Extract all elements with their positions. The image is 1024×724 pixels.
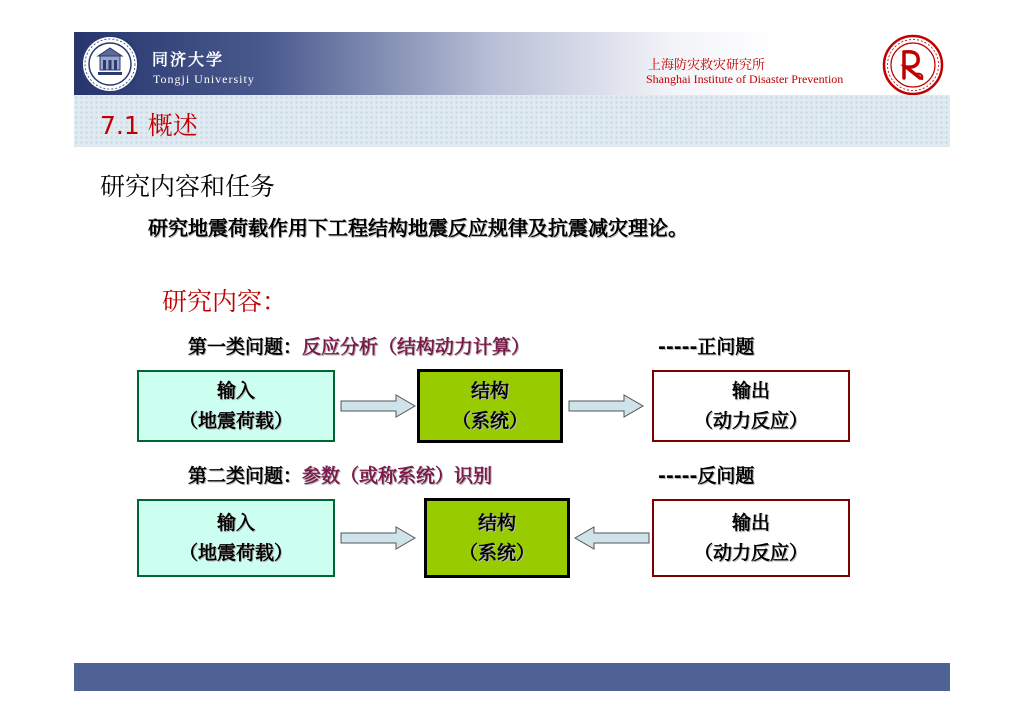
flow-2-output-line1: 输出 (731, 512, 770, 534)
title-band (74, 95, 950, 147)
problem-1-label (188, 332, 530, 359)
flow-2-system-box (424, 498, 570, 578)
problem-2-label (188, 461, 492, 488)
flow-1-system-line1: 结构 (470, 380, 509, 402)
flow-2-input-box (137, 499, 335, 577)
section-heading: 研究内容和任务 (100, 172, 276, 201)
flow-1-input-line1: 输入 (216, 380, 255, 402)
flow-1-arrow-right-icon (340, 394, 416, 418)
flow-1-input-line2: （地震荷载） (178, 410, 293, 432)
flow-2-output-line2: （动力反应） (693, 542, 808, 564)
flow-1-system-line2: （系统） (451, 410, 528, 432)
flow-2-arrow-left-icon (574, 526, 650, 550)
research-summary: 研究地震荷载作用下工程结构地震反应规律及抗震减灾理论。 (148, 216, 688, 240)
flow-2-input-line1: 输入 (216, 512, 255, 534)
research-content-heading: 研究内容： (162, 287, 288, 316)
institute-seal-icon (882, 34, 944, 96)
university-name-cn: 同济大学 (152, 50, 225, 69)
flow-2-output-box (652, 499, 850, 577)
slide-title: 7.1 概述 (100, 111, 198, 140)
flow-1-output-line2: （动力反应） (693, 410, 808, 432)
university-name-en: Tongji University (153, 72, 255, 86)
problem-1-prefix: 第一类问题： (188, 336, 303, 358)
flow-1-output-box (652, 370, 850, 442)
flow-1-input-box (137, 370, 335, 442)
institute-name-cn: 上海防灾救灾研究所 (648, 58, 766, 73)
footer-band (74, 663, 950, 691)
flow-2-arrow-right-icon (340, 526, 416, 550)
problem-2-tag: -----反问题 (658, 465, 755, 487)
flow-1-system-box (417, 369, 563, 443)
tongji-university-seal-icon (80, 34, 140, 94)
institute-name-en: Shanghai Institute of Disaster Prevention (646, 72, 844, 86)
problem-1-title: 反应分析（结构动力计算） (302, 336, 531, 358)
flow-1-output-line1: 输出 (731, 380, 770, 402)
flow-2-input-line2: （地震荷载） (178, 542, 293, 564)
problem-1-tag: -----正问题 (658, 336, 755, 358)
flow-2-system-line2: （系统） (458, 542, 535, 564)
problem-2-prefix: 第二类问题： (188, 465, 303, 487)
flow-2-system-line1: 结构 (477, 512, 516, 534)
flow-1-arrow-right-2-icon (568, 394, 644, 418)
problem-2-title: 参数（或称系统）识别 (302, 465, 493, 487)
